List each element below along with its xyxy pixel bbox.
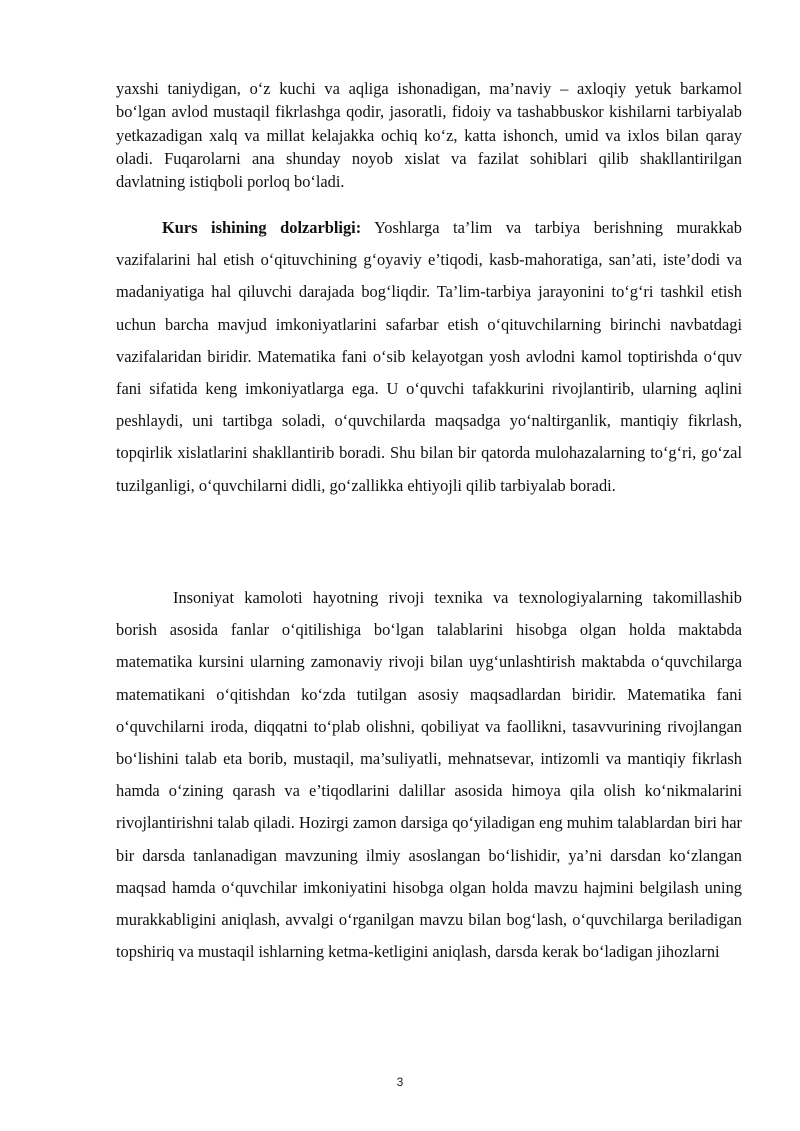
page-number: 3 (396, 1075, 404, 1089)
paragraph-development: Insoniyat kamoloti hayotning rivoji texnika va texnologiyalarning takomillashib borish asosida fanlar o‘qitilishiga bo‘lgan talablarini hisobga olgan holda maktabda matematika kursini ularning zamonaviy rivoji bilan uyg‘unlashtirish maktabda o‘quvchilarga matematikani o‘qitishdan ko‘zda tutilgan asosiy maqsadlardan biridir. Matematika fani o‘quvchilarni iroda, diqqatni to‘plab olishni, qobiliyat va faollikni, tasavvurining rivojlangan bo‘lishini talab eta borib, mustaqil, ma’suliyatli, mehnatsevar, intizomli va mantiqiy fikrlash hamda o‘zining qarash va e’tiqodlarini dalillar asosida himoya qila olish ko‘nikmalarini rivojlantirishni talab qiladi. Hozirgi zamon darsiga qo‘yiladigan eng muhim talablardan biri har bir darsda tanlanadigan mavzuning ilmiy asoslangan bo‘lishidir, ya’ni darsdan ko‘zlangan maqsad hamda o‘quvchilar imkoniyatini hisobga olgan holda mavzu hajmini belgilash uning murakkabligini aniqlash, avvalgi o‘rganilgan mavzu bilan bog‘lash, o‘quvchilarga beriladigan topshiriq va mustaqil ishlarning ketma-ketligini aniqlash, darsda kerak bo‘ladigan jihozlarni (116, 588, 743, 962)
relevance-body: Yoshlarga ta’lim va tarbiya berishning murakkab vazifalarini hal etish o‘qituvchining g‘oyaviy e’tiqodi, kasb-mahoratiga, san’ati, iste’dodi va madaniyatiga hal qiluvchi darajada bog‘liqdir. Ta’lim-tarbiya jarayonini to‘g‘ri tashkil etish uchun barcha mavjud imkoniyatlarini safarbar etish o‘qituvchilarning birinchi navbatdagi vazifalaridan biridir. Matematika fani o‘sib kelayotgan yosh avlodni kamol toptirishda o‘quv fani sifatida keng imkoniyatlarga ega. U o‘quvchi tafakkurini rivojlantirib, ularning aqlini peshlaydi, uni tartibga soladi, o‘quvchilarda maqsadga yo‘naltirganlik, mantiqiy fikrlash, topqirlik xislatlarini shakllantirib boradi. Shu bilan bir qatorda mulohazalarning to‘g‘ri, go‘zal tuzilganligi, o‘quvchilarni didli, go‘zallikka ehtiyojli qilib tarbiyalab boradi. (116, 218, 742, 495)
relevance-heading: Kurs ishining dolzarbligi: (162, 218, 362, 237)
paragraph-intro: yaxshi taniydigan, o‘z kuchi va aqliga ishonadigan, ma’naviy – axloqiy yetuk barkamol bo‘lgan avlod mustaqil fikrlashga qodir, jasoratli, fidoiy va tashabbuskor kishilarni tarbiyalab yetkazadigan xalq va millat kelajakka ochiq ko‘z, katta ishonch, umid va ixlos bilan qaray oladi. Fuqarolarni ana shunday noyob xislat va fazilat sohiblari qilib shakllantirilgan davlatning istiqboli porloq bo‘ladi. (116, 79, 742, 192)
paragraph-relevance (116, 212, 742, 502)
